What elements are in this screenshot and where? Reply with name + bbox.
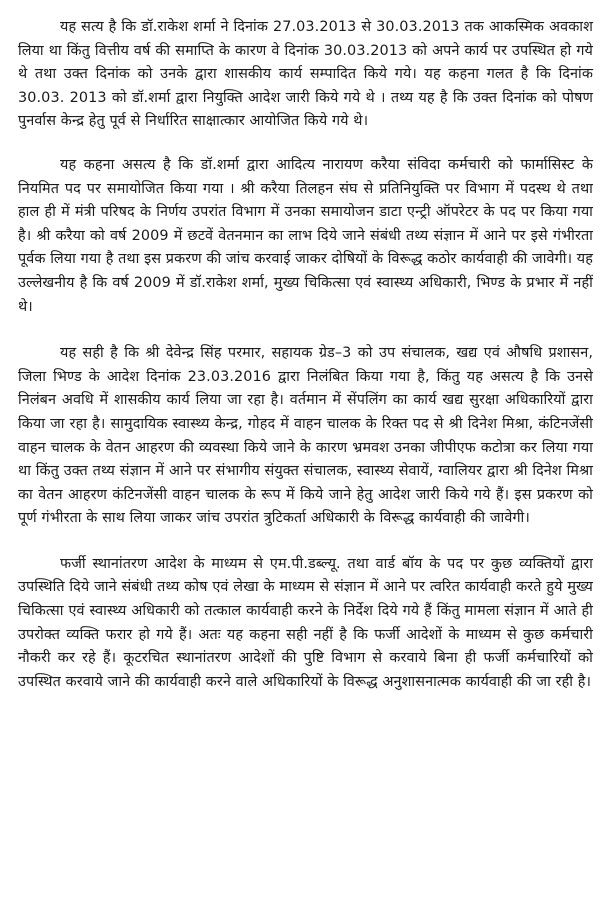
paragraph-suspension-and-gpf: यह सही है कि श्री देवेन्द्र सिंह परमार, सहायक ग्रेड–3 को उप संचालक, खद्य एवं औषधि प्रशासन, जिला भिण्ड के आदेश दिनांक 23.03.2016 द्वारा निलंबित किया गया है, किंतु यह असत्य है कि उनसे निलंबन अवधि में शासकीय कार्य लिया जा रहा है। वर्तमान में सेंपलिंग का कार्य खद्य सुरक्षा अधिकारियों द्वारा किया जा रहा है। सामुदायिक स्वास्थ्य केन्द्र, गोहद में वाहन चालक के रिक्त पद से श्री दिनेश मिश्रा, कंटिनजेंसी वाहन चालक के वेतन आहरण की व्यवस्था किये जाने के कारण भ्रमवश उनका जीपीएफ कटोत्रा कर लिया गया था किंतु उक्त तथ्य संज्ञान में आने पर संभागीय संयुक्त संचालक, स्वास्थ्य सेवायें, ग्वालियर द्वारा श्री दिनेश मिश्रा का वेतन आहरण कंटिनजेंसी वाहन चालक के रूप में किये जाने हेतु आदेश जारी किये गये हैं। इस प्रकरण को पूर्ण गंभीरता के साथ लिया जाकर जांच उपरांत त्रुटिकर्ता अधिकारी के विरूद्ध कार्यवाही की जावेगी। [18,345,593,527]
paragraph-leave-and-interviews: यह सत्य है कि डॉ.राकेश शर्मा ने दिनांक 27.03.2013 से 30.03.2013 तक आकस्मिक अवकाश लिया था किंतु वित्तीय वर्ष की समाप्ति के कारण वे दिनांक 30.03.2013 को अपने कार्य पर उपस्थित हो गये थे तथा उक्त दिनांक को उनके द्वारा शासकीय कार्य सम्पादित किये गये। यह कहना गलत है कि दिनांक 30.03. 2013 को डॉ.शर्मा द्वारा नियुक्ति आदेश जारी किये गये थे । तथ्य यह है कि उक्त दिनांक को पोषण पुनर्वास केन्द्र हेतु पूर्व से निर्धारित साक्षात्कार आयोजित किये गये थे। [18,19,593,130]
paragraph-pharmacist-adjustment: यह कहना असत्य है कि डॉ.शर्मा द्वारा आदित्य नारायण करैया संविदा कर्मचारी को फार्मासिस्ट के नियमित पद पर समायोजित किया गया । श्री करैया तिलहन संघ से प्रतिनियुक्ति पर विभाग में पदस्थ थे तथा हाल ही में मंत्री परिषद के निर्णय उपरांत विभाग में उनका समायोजन डाटा एन्ट्री ऑपरेटर के पद पर किया गया है। श्री करैया को वर्ष 2009 में छटवें वेतनमान का लाभ दिये जाने संबंधी तथ्य संज्ञान में आने पर इसे गंभीरता पूर्वक लिया गया है तथा इस प्रकरण की जांच करवाई जाकर दोषियों के विरूद्ध कठोर कार्यवाही की जावेगी। यह उल्लेखनीय है कि वर्ष 2009 में डॉ.राकेश शर्मा, मुख्य चिकित्सा एवं स्वास्थ्य अधिकारी, भिण्ड के प्रभार में नहीं थे। [18,156,593,315]
paragraph-fake-transfer-orders: फर्जी स्थानांतरण आदेश के माध्यम से एम.पी.डब्ल्यू. तथा वार्ड बॉय के पद पर कुछ व्यक्तियों द्वारा उपस्थिति दिये जाने संबंधी तथ्य कोष एवं लेखा के माध्यम से संज्ञान में आने पर त्वरित कार्यवाही करते हुये मुख्य चिकित्सा एवं स्वास्थ्य अधिकारी को तत्काल कार्यवाही करने के निर्देश दिये गये हैं किंतु मामला संज्ञान में आते ही उपरोक्त व्यक्ति फरार हो गये हैं। अतः यह कहना सही नहीं है कि फर्जी आदेशों के माध्यम से कुछ कर्मचारी नौकरी कर रहे हैं। कूटरचित स्थानांतरण आदेशों की पुष्टि विभाग से करवाये बिना ही फर्जी कर्मचारियों को उपस्थित करवाये जाने की कार्यवाही करने वाले अधिकारियों के विरूद्ध अनुशासनात्मक कार्यवाही की जा रही है। [18,555,593,690]
